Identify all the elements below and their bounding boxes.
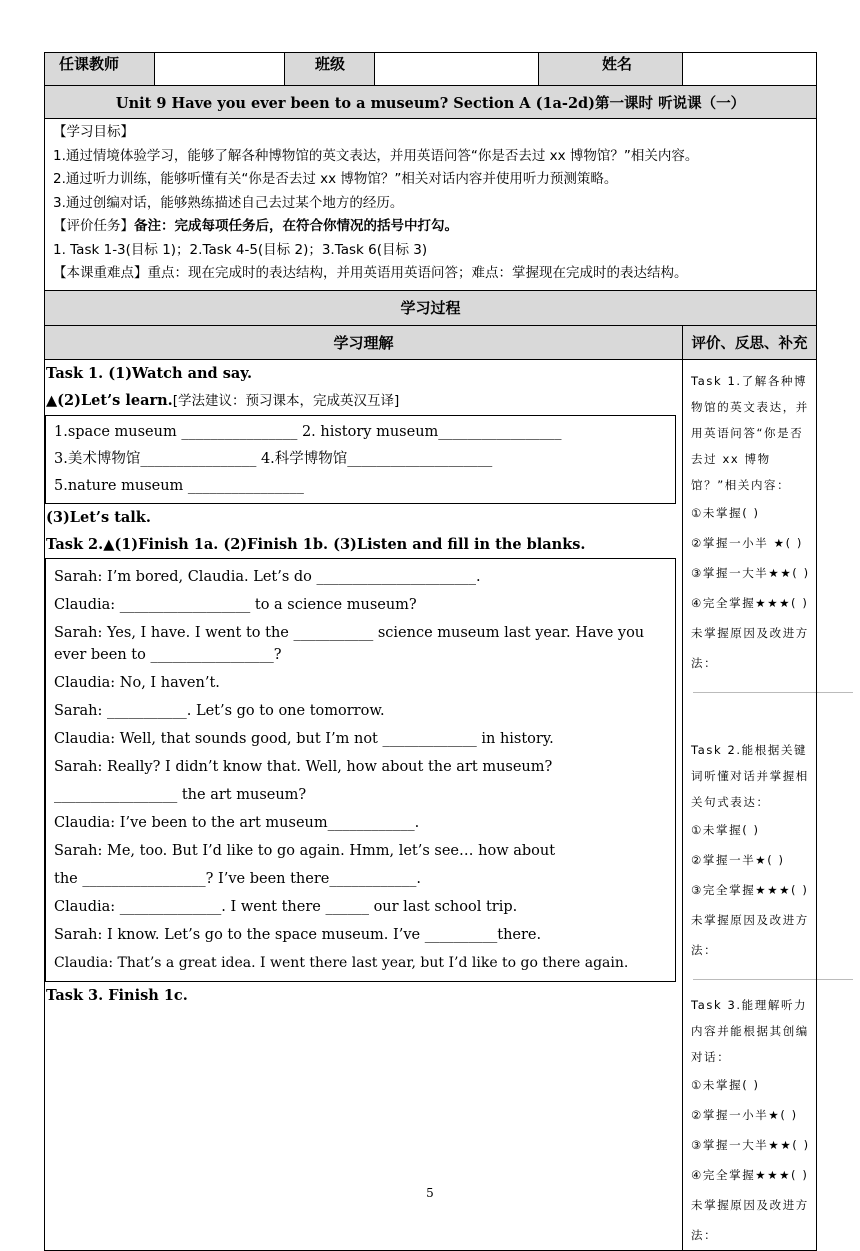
name-label: 姓名 — [539, 53, 683, 86]
dialogue-line: Sarah: Me, too. But I’d like to go again. Hmm, let’s see… how about — [54, 842, 556, 859]
eval-option[interactable]: ④完全掌握★★★( ) — [691, 595, 809, 610]
eval-option[interactable]: ②掌握一小半 ★( ) — [691, 535, 804, 550]
eval-reason: 未掌握原因及改进方法： — [691, 625, 809, 670]
eval-option[interactable]: ②掌握一半★( ) — [691, 852, 785, 867]
worksheet — [44, 52, 816, 1251]
vocab-item-1[interactable]: 1.space museum ________________ — [54, 423, 298, 440]
eval-reason: 未掌握原因及改进方法： — [691, 1197, 809, 1242]
eval-task3-desc: Task 3.能理解听力内容并能根据其创编对话： — [691, 997, 809, 1064]
key-points — [53, 262, 810, 286]
evaluation-task-line — [53, 215, 810, 239]
vocab-row — [54, 419, 667, 446]
dialogue-line[interactable]: Claudia: ______________. I went there ______ our last school trip. — [54, 898, 518, 915]
eval-tasks: 1. Task 1-3(目标 1)；2.Task 4-5(目标 2)；3.Task 6(目标 3) — [53, 241, 428, 258]
teacher-label: 任课教师 — [45, 53, 155, 86]
objective-2: 2.通过听力训练，能够听懂有关“你是否去过 xx 博物馆？”相关对话内容并使用听力预测策略。 — [53, 171, 618, 187]
dialogue-line: Claudia: That’s a great idea. I went there last year, but I’d like to go there again. — [54, 954, 629, 971]
dialogue-line[interactable]: the _________________? I’ve been there____________. — [54, 870, 421, 887]
key-text: 重点：现在完成时的表达结构，并用英语用英语问答；难点：掌握现在完成时的表达结构。 — [147, 265, 688, 281]
eval-option[interactable]: ②掌握一小半★( ) — [691, 1107, 798, 1122]
eval-note: 备注：完成每项任务后，在符合你情况的括号中打勾。 — [134, 218, 458, 234]
eval-option[interactable]: ④完全掌握★★★( ) — [691, 1167, 809, 1182]
key-heading: 【本课重难点】 — [53, 265, 148, 281]
task1-talk: (3)Let’s talk. — [46, 508, 151, 526]
eval-heading: 【评价任务】 — [53, 218, 134, 234]
objectives-section — [45, 119, 817, 291]
learn-note: [学法建议：预习课本，完成英汉互译] — [172, 392, 400, 409]
vocab-row — [54, 473, 667, 500]
reason-line[interactable] — [693, 692, 853, 693]
eval-option[interactable]: ①未掌握( ) — [691, 505, 760, 520]
eval-task2-desc: Task 2.能根据关键词听懂对话并掌握相关句式表达： — [691, 742, 809, 809]
process-heading: 学习过程 — [45, 290, 817, 325]
eval-option[interactable]: ③掌握一大半★★( ) — [691, 1137, 810, 1152]
vocab-item-3[interactable]: 3.美术博物馆________________ — [54, 450, 257, 467]
dialogue-line[interactable]: Claudia: __________________ to a science museum? — [54, 596, 417, 613]
task1-title: Task 1. (1)Watch and say. — [46, 364, 253, 382]
vocab-box — [45, 415, 676, 504]
class-label: 班级 — [285, 53, 375, 86]
dialogue-line[interactable]: Claudia: Well, that sounds good, but I’m not _____________ in history. — [54, 730, 554, 747]
vocab-item-2[interactable]: 2. history museum_________________ — [301, 423, 562, 440]
eval-option[interactable]: ①未掌握( ) — [691, 822, 760, 837]
page-number: 5 — [426, 1186, 434, 1200]
eval-option[interactable]: ③掌握一大半★★( ) — [691, 565, 810, 580]
worksheet-table — [44, 52, 817, 1251]
reason-line[interactable] — [693, 979, 853, 980]
dialogue-line[interactable]: Sarah: I’m bored, Claudia. Let’s do ______________________. — [54, 568, 481, 585]
main-content — [45, 359, 683, 1250]
eval-option[interactable]: ①未掌握( ) — [691, 1077, 760, 1092]
task1-learn — [45, 387, 682, 415]
dialogue-line[interactable]: Claudia: I’ve been to the art museum____________. — [54, 814, 420, 831]
col-understanding: 学习理解 — [45, 325, 683, 359]
dialogue-line: Claudia: No, I haven’t. — [54, 674, 220, 691]
dialogue-line[interactable]: Sarah: I know. Let’s go to the space museum. I’ve __________there. — [54, 926, 542, 943]
task3-title: Task 3. Finish 1c. — [46, 986, 188, 1004]
col-evaluation: 评价、反思、补充 — [683, 325, 817, 359]
vocab-row — [54, 446, 667, 473]
dialogue-line: Sarah: Really? I didn’t know that. Well, how about the art museum? — [54, 758, 553, 775]
task2-title: Task 2.▲(1)Finish 1a. (2)Finish 1b. (3)Listen and fill in the blanks. — [46, 535, 586, 553]
eval-option[interactable]: ③完全掌握★★★( ) — [691, 882, 809, 897]
dialogue-line[interactable]: Sarah: Yes, I have. I went to the ___________ science museum last year. Have you ever been to _________________? — [54, 624, 645, 663]
vocab-item-5[interactable]: 5.nature museum ________________ — [54, 477, 304, 494]
dialogue-box — [45, 558, 676, 982]
class-field[interactable] — [375, 53, 539, 86]
lesson-title: Unit 9 Have you ever been to a museum? Section A (1a-2d)第一课时 听说课（一） — [45, 86, 817, 119]
eval-reason: 未掌握原因及改进方法： — [691, 912, 809, 957]
header-row — [45, 53, 817, 86]
dialogue-line[interactable]: Sarah: ___________. Let’s go to one tomorrow. — [54, 702, 385, 719]
objective-3: 3.通过创编对话，能够熟练描述自己去过某个地方的经历。 — [53, 194, 404, 211]
teacher-field[interactable] — [155, 53, 285, 86]
name-field[interactable] — [683, 53, 817, 86]
learn-label: ▲(2)Let’s learn. — [46, 391, 173, 409]
dialogue-line[interactable]: _________________ the art museum? — [54, 786, 307, 803]
objectives-heading: 【学习目标】 — [53, 124, 134, 140]
eval-task1-desc: Task 1.了解各种博物馆的英文表达，并用英语问答“你是否去过 xx 博物馆？”相关内容： — [691, 373, 809, 492]
objective-1: 1.通过情境体验学习，能够了解各种博物馆的英文表达，并用英语问答“你是否去过 xx 博物馆？”相关内容。 — [53, 147, 699, 164]
vocab-item-4[interactable]: 4.科学博物馆____________________ — [260, 450, 493, 467]
evaluation-column — [683, 359, 817, 1250]
